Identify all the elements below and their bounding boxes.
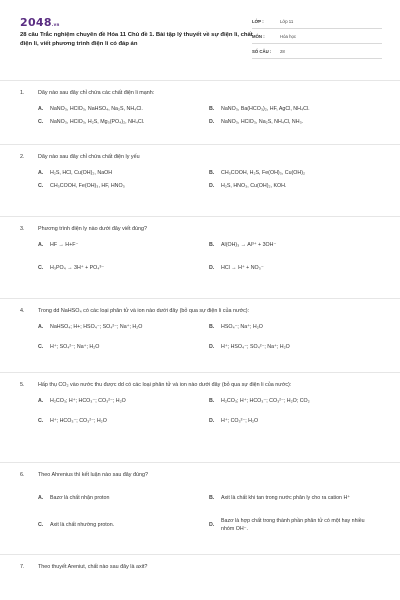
question-1 [0,80,400,144]
option-d[interactable]: D. Bazơ là hợp chất trong thành phần phân tử có một hay nhiều nhóm OH⁻. [209,517,365,532]
site-logo[interactable]: 2048.vn [20,16,60,29]
question-text: Theo Ahrenius thì kết luận nào sau đây đúng? [38,472,148,478]
option-a[interactable]: A. Bazơ là chất nhận proton [38,494,110,501]
option-grid [20,167,380,193]
question-number: 6. [20,472,25,478]
question-number: 5. [20,382,25,388]
meta-count-row [252,44,382,59]
option-c[interactable]: C. CH₃COOH, Fe(OH)₃, HF, HNO₃ [38,182,125,189]
option-d[interactable]: D. H⁺; HSO₄⁻; SO₄²⁻; Na⁺; H₂O [209,343,290,350]
option-a[interactable]: A. H₂CO₃; H⁺; HCO₃⁻; CO₃²⁻; H₂O [38,397,126,404]
option-b[interactable]: B. CH₃COOH, H₂S, Fe(OH)₃, Cu(OH)₂ [209,169,306,176]
option-b[interactable]: B. Axit là chất khi tan trong nước phân ly cho ra cation H⁺ [209,494,351,501]
option-a[interactable]: A. HF → H+F⁻ [38,241,79,248]
question-2 [0,144,400,216]
question-text: Phương trình điện ly nào dưới đây viết đúng? [38,226,147,232]
option-c[interactable]: C. H₃PO₄ → 3H⁺ + PO₄³⁻ [38,264,105,271]
option-b[interactable]: B. Al(OH)₃ → Al³⁺ + 3OH⁻ [209,241,277,248]
question-number: 2. [20,154,25,160]
question-3 [0,216,400,298]
option-b[interactable]: B. H₂CO₃; H⁺; HCO₃⁻; CO₃²⁻; H₂O; CO₂ [209,397,310,404]
option-c[interactable]: C. H⁺; SO₄²⁻; Na⁺; H₂O [38,343,100,350]
question-text: Dãy nào sau đây chỉ chứa các chất điện li mạnh: [38,90,155,96]
option-grid [20,239,380,275]
meta-class-value: Lớp 11 [280,18,294,24]
meta-subject-row [252,29,382,44]
question-text: Hấp thụ CO₂ vào nước thu được dd có các loại phân tử và ion nào dưới đây (bỏ qua sự điện li của nước): [38,382,292,388]
option-b[interactable]: B. NaNO₃, Ba(HCO₃)₂, HF, AgCl, NH₄Cl. [209,105,310,112]
option-grid [20,485,380,539]
option-c[interactable]: C. H⁺; HCO₃⁻; CO₃²⁻; H₂O [38,417,107,424]
option-d[interactable]: D. NaNO₃, HClO₃, Na₂S, NH₄Cl, NH₃. [209,118,304,125]
document-meta [252,14,382,59]
option-c[interactable]: C. NaNO₃, HClO₃, H₂S, Mg₃(PO₄)₂, NH₄Cl. [38,118,145,125]
question-list [0,80,400,574]
question-5 [0,372,400,462]
meta-subject-label: MÔN : [252,33,265,39]
option-c[interactable]: C. Axit là chất nhường proton. [38,521,115,528]
meta-count-value: 28 [280,48,285,54]
document-header [0,0,400,74]
option-d[interactable]: D. HCl → H⁺ + NO₃⁻ [209,264,264,271]
option-grid [20,321,380,354]
meta-count-label: SỐ CÂU : [252,48,272,54]
option-a[interactable]: A. NaHSO₄; H+; HSO₄⁻; SO₄²⁻; Na⁺; H₂O [38,323,143,330]
option-b[interactable]: B. HSO₄⁻; Na⁺; H₂O [209,323,263,330]
option-a[interactable]: A. NaNO₃, HClO₃, NaHSO₄, Na₂S, NH₄Cl. [38,105,143,112]
question-6 [0,462,400,554]
option-grid [20,103,380,129]
question-text: Dãy nào sau đây chỉ chứa chất điện ly yếu [38,154,140,160]
question-number: 1. [20,90,25,96]
question-7 [0,554,400,574]
question-text: Trong dd NaHSO₄ có các loại phân tử và ion nào dưới đây (bỏ qua sự điện li của nước): [38,308,250,314]
document-title: 28 câu Trắc nghiệm chuyên đề Hóa 11 Chủ đề 1. Bài tập lý thuyết về sự điện li, chất điện li, viết phương trình điện li có đáp án [20,32,253,47]
option-d[interactable]: D. H⁺; CO₃²⁻; H₂O [209,417,259,424]
option-grid [20,395,380,428]
question-number: 7. [20,564,25,570]
question-number: 3. [20,226,25,232]
question-4 [0,298,400,372]
meta-subject-value: Hóa học [280,33,297,39]
meta-class-row [252,14,382,29]
question-text: Theo thuyết Areniut, chất nào sau đây là axit? [38,564,148,570]
option-d[interactable]: D. H₂S, HNO₃, Cu(OH)₂, KOH. [209,182,287,189]
meta-class-label: LỚP : [252,18,264,24]
question-number: 4. [20,308,25,314]
option-a[interactable]: A. H₂S, HCl, Cu(OH)₂, NaOH [38,169,113,176]
